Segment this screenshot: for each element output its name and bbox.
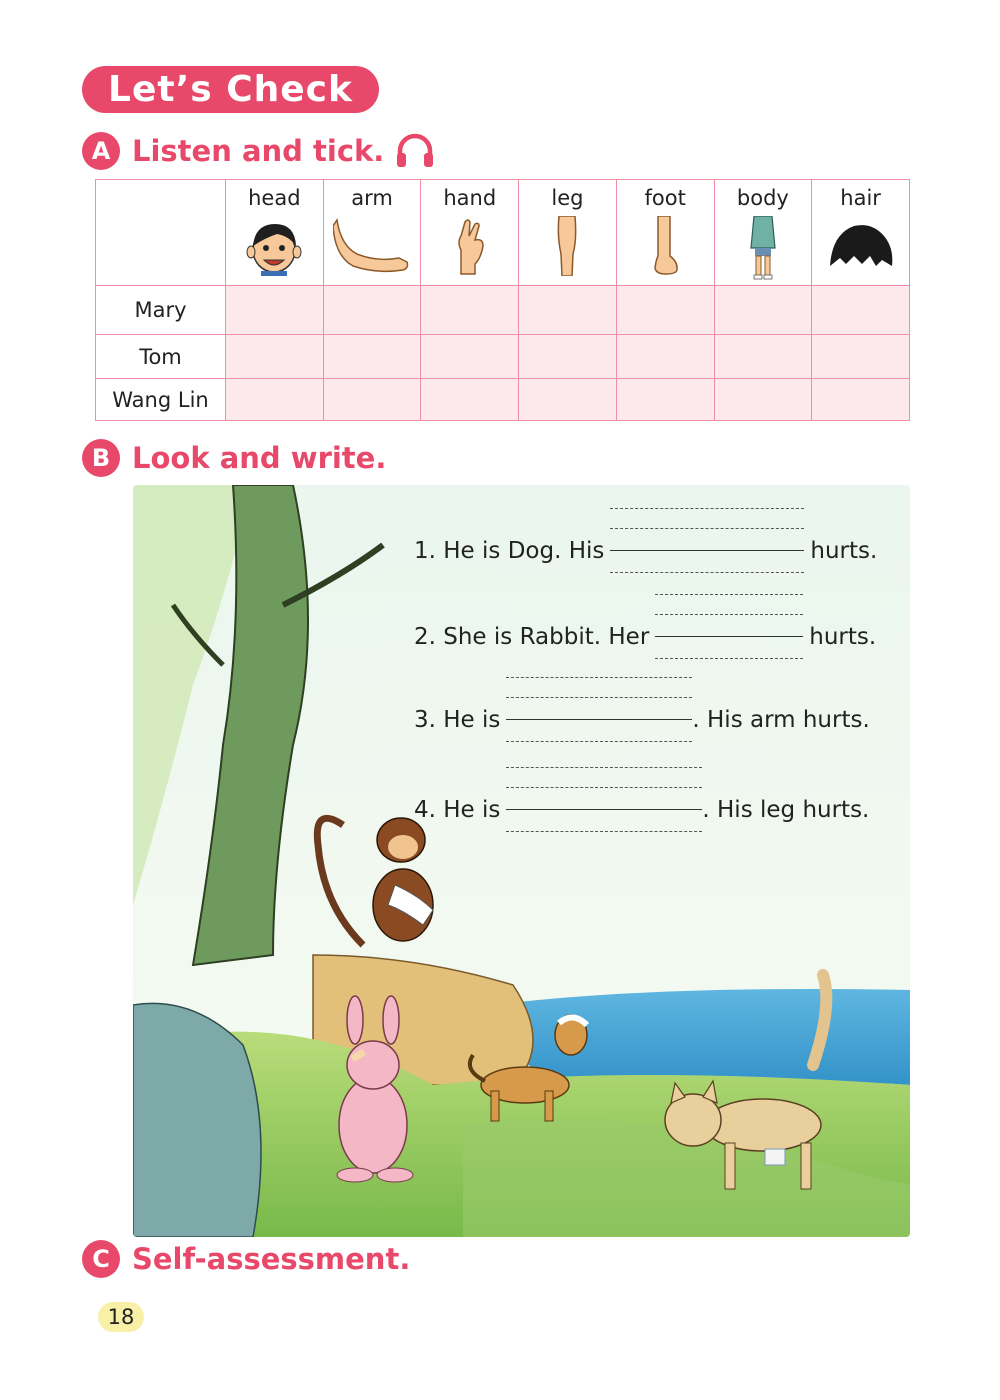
column-foot: [616, 180, 714, 286]
column-label: leg: [551, 186, 584, 210]
question-3: [414, 705, 870, 735]
boy-head-image: [241, 216, 307, 276]
table-header-row: [96, 180, 910, 286]
question-text: hurts.: [809, 624, 877, 650]
answer-blank[interactable]: [610, 536, 804, 566]
tick-cell[interactable]: [714, 335, 812, 379]
tick-cell[interactable]: [616, 379, 714, 421]
tick-cell[interactable]: [812, 335, 910, 379]
question-1: [414, 536, 877, 566]
answer-blank[interactable]: [655, 622, 803, 652]
section-a-title: Listen and tick.: [132, 134, 385, 168]
tick-cell[interactable]: [421, 286, 519, 335]
tick-cell[interactable]: [421, 379, 519, 421]
column-hair: [812, 180, 910, 286]
section-b-title: Look and write.: [132, 441, 387, 475]
row-name-mary: Mary: [96, 286, 226, 335]
tick-cell[interactable]: [226, 335, 324, 379]
column-label: body: [736, 186, 789, 210]
tick-cell[interactable]: [519, 286, 617, 335]
tick-cell[interactable]: [616, 286, 714, 335]
table-row: [96, 286, 910, 335]
arm-image: [333, 216, 411, 274]
section-b-heading: [82, 439, 386, 477]
tick-cell[interactable]: [616, 335, 714, 379]
column-label: foot: [644, 186, 686, 210]
column-label: hair: [840, 186, 881, 210]
column-hand: [421, 180, 519, 286]
question-text: 4. He is: [414, 797, 501, 823]
column-body: [714, 180, 812, 286]
tick-cell[interactable]: [812, 379, 910, 421]
answer-blank[interactable]: [506, 795, 702, 825]
forest-animals-illustration: [133, 485, 910, 1237]
leg-image: [556, 216, 578, 276]
table-row: [96, 379, 910, 421]
tick-cell[interactable]: [323, 335, 421, 379]
section-b-badge: B: [82, 439, 120, 477]
section-c-title: Self-assessment.: [132, 1242, 411, 1276]
tick-cell[interactable]: [226, 286, 324, 335]
section-a-badge: A: [82, 132, 120, 170]
question-text: hurts.: [810, 538, 878, 564]
tick-cell[interactable]: [323, 286, 421, 335]
column-label: hand: [443, 186, 497, 210]
hair-image: [826, 216, 896, 268]
page-title: Let’s Check: [108, 69, 353, 110]
column-head: [226, 180, 324, 286]
column-arm: [323, 180, 421, 286]
row-name-tom: Tom: [96, 335, 226, 379]
lets-check-title-pill: [82, 66, 379, 113]
column-label: head: [248, 186, 301, 210]
tick-cell[interactable]: [421, 335, 519, 379]
section-c-badge: C: [82, 1240, 120, 1278]
table-row: [96, 335, 910, 379]
question-text: . His leg hurts.: [702, 797, 870, 823]
page-number: 18: [98, 1302, 144, 1332]
tick-cell[interactable]: [519, 379, 617, 421]
foot-image: [650, 216, 680, 276]
column-label: arm: [351, 186, 393, 210]
tick-cell[interactable]: [714, 286, 812, 335]
row-name-wang-lin: Wang Lin: [96, 379, 226, 421]
table-corner-cell: [96, 180, 226, 286]
tick-cell[interactable]: [714, 379, 812, 421]
column-leg: [519, 180, 617, 286]
section-c-heading: [82, 1240, 410, 1278]
question-text: . His arm hurts.: [692, 707, 870, 733]
question-text: 3. He is: [414, 707, 501, 733]
question-2: [414, 622, 876, 652]
headphones-icon[interactable]: [394, 133, 436, 169]
hand-image: [453, 216, 487, 276]
tick-cell[interactable]: [519, 335, 617, 379]
tick-cell[interactable]: [226, 379, 324, 421]
question-4: [414, 795, 869, 825]
tick-cell[interactable]: [323, 379, 421, 421]
listen-tick-table: [95, 179, 910, 421]
body-image: [748, 216, 778, 280]
tick-cell[interactable]: [812, 286, 910, 335]
answer-blank[interactable]: [506, 705, 692, 735]
question-text: 1. He is Dog. His: [414, 538, 605, 564]
section-a-heading: [82, 132, 436, 170]
question-text: 2. She is Rabbit. Her: [414, 624, 650, 650]
